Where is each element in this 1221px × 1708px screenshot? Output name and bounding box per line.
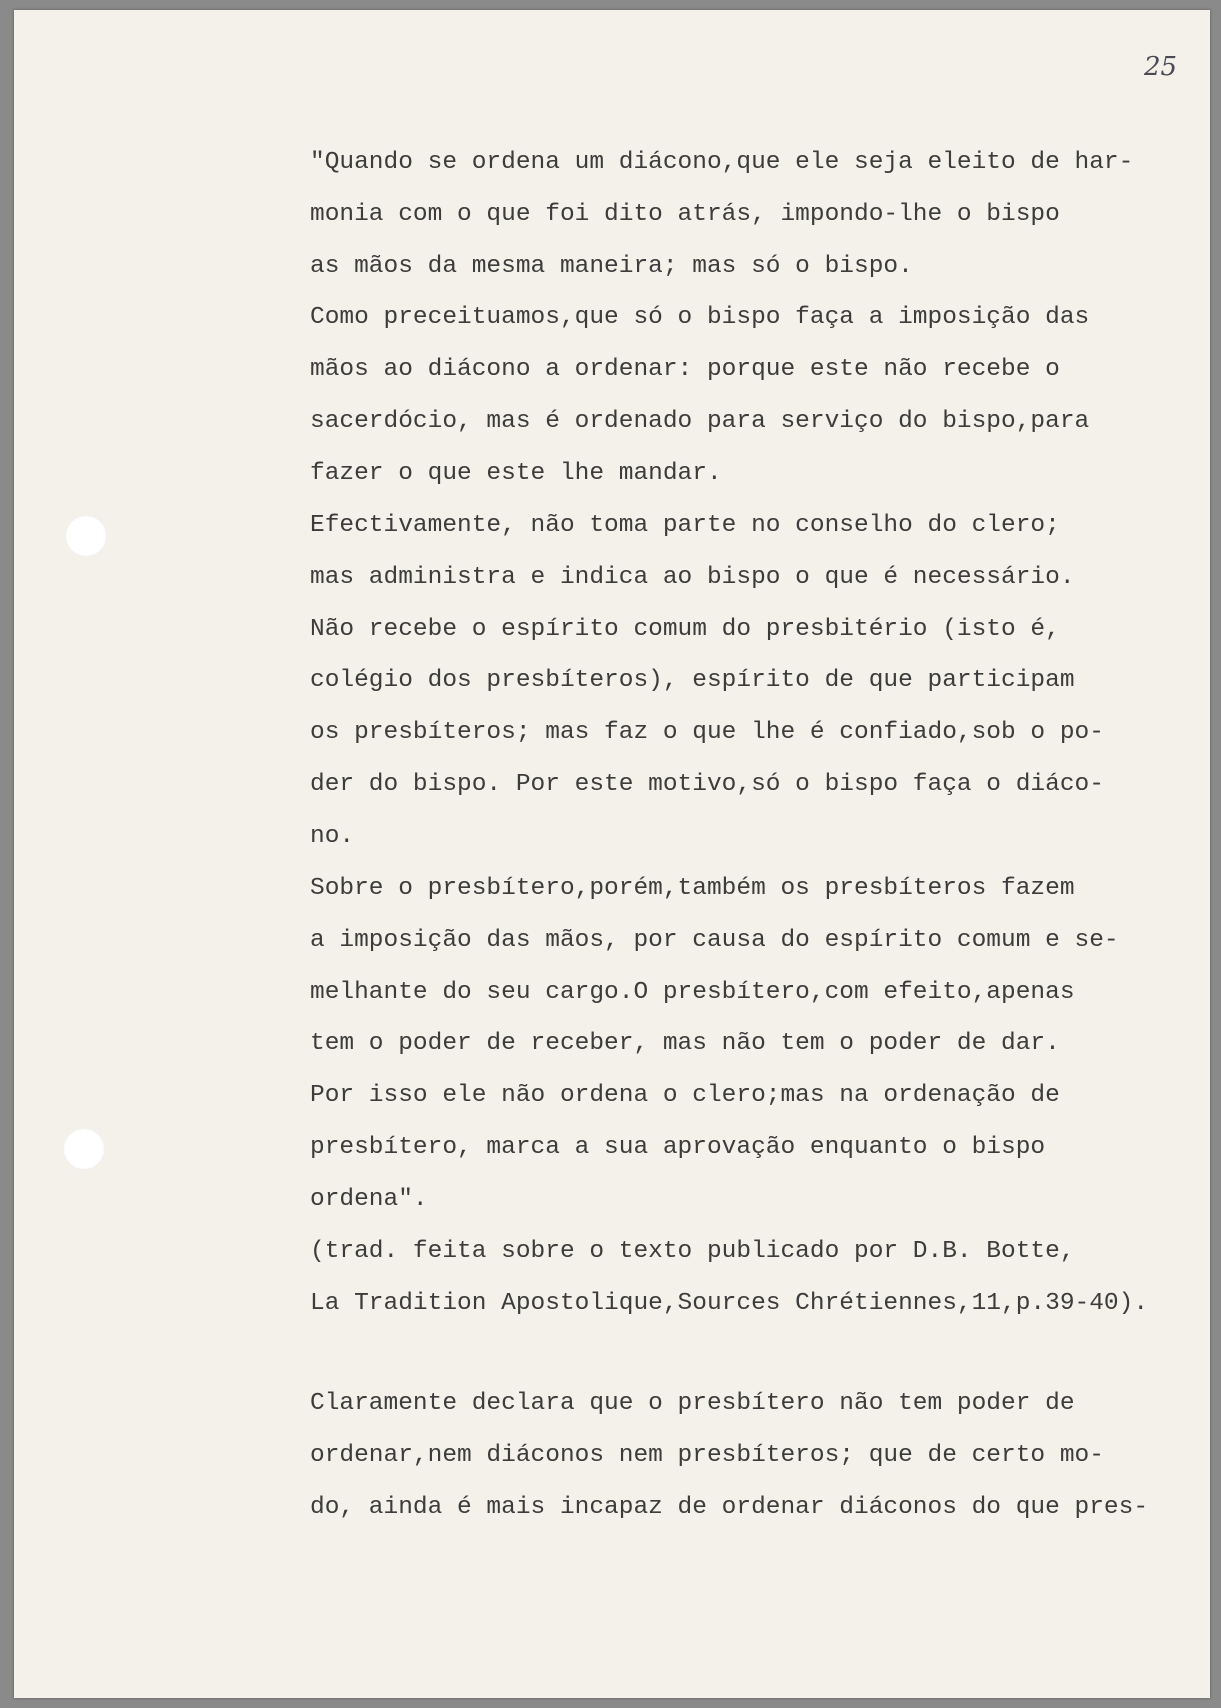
- text-line: "Quando se ordena um diácono,que ele seja eleito de har-: [310, 149, 1134, 176]
- text-line: presbítero, marca a sua aprovação enquanto o bispo: [310, 1134, 1046, 1161]
- page-number: 25: [1144, 52, 1178, 82]
- text-line: Sobre o presbítero,porém,também os presbíteros fazem: [310, 875, 1075, 902]
- text-line: (trad. feita sobre o texto publicado por D.B. Botte,: [310, 1238, 1075, 1265]
- document-page: [14, 10, 1210, 1698]
- text-line: ordena".: [310, 1186, 428, 1213]
- text-line: melhante do seu cargo.O presbítero,com efeito,apenas: [310, 979, 1075, 1006]
- text-line: monia com o que foi dito atrás, impondo-lhe o bispo: [310, 201, 1060, 228]
- text-line: La Tradition Apostolique,Sources Chrétiennes,11,p.39-40).: [310, 1290, 1149, 1317]
- text-line: mas administra e indica ao bispo o que é necessário.: [310, 564, 1075, 591]
- text-line: Por isso ele não ordena o clero;mas na ordenação de: [310, 1082, 1060, 1109]
- text-line: Efectivamente, não toma parte no conselho do clero;: [310, 512, 1060, 539]
- text-line: a imposição das mãos, por causa do espírito comum e se-: [310, 927, 1119, 954]
- text-line: Claramente declara que o presbítero não tem poder de: [310, 1390, 1075, 1417]
- text-line: Não recebe o espírito comum do presbitério (isto é,: [310, 616, 1060, 643]
- text-line: os presbíteros; mas faz o que lhe é confiado,sob o po-: [310, 719, 1104, 746]
- text-line: colégio dos presbíteros), espírito de que participam: [310, 667, 1075, 694]
- text-line: fazer o que este lhe mandar.: [310, 460, 722, 487]
- punch-hole: [63, 1128, 105, 1170]
- text-line: mãos ao diácono a ordenar: porque este não recebe o: [310, 356, 1060, 383]
- text-line: sacerdócio, mas é ordenado para serviço do bispo,para: [310, 408, 1090, 435]
- text-line: tem o poder de receber, mas não tem o poder de dar.: [310, 1030, 1060, 1057]
- punch-hole: [65, 515, 107, 557]
- text-line: no.: [310, 823, 355, 850]
- text-line: Como preceituamos,que só o bispo faça a imposição das: [310, 304, 1090, 331]
- text-line: as mãos da mesma maneira; mas só o bispo.: [310, 253, 913, 280]
- text-line: der do bispo. Por este motivo,só o bispo faça o diáco-: [310, 771, 1104, 798]
- text-line: ordenar,nem diáconos nem presbíteros; que de certo mo-: [310, 1442, 1104, 1469]
- text-line: do, ainda é mais incapaz de ordenar diáconos do que pres-: [310, 1494, 1149, 1521]
